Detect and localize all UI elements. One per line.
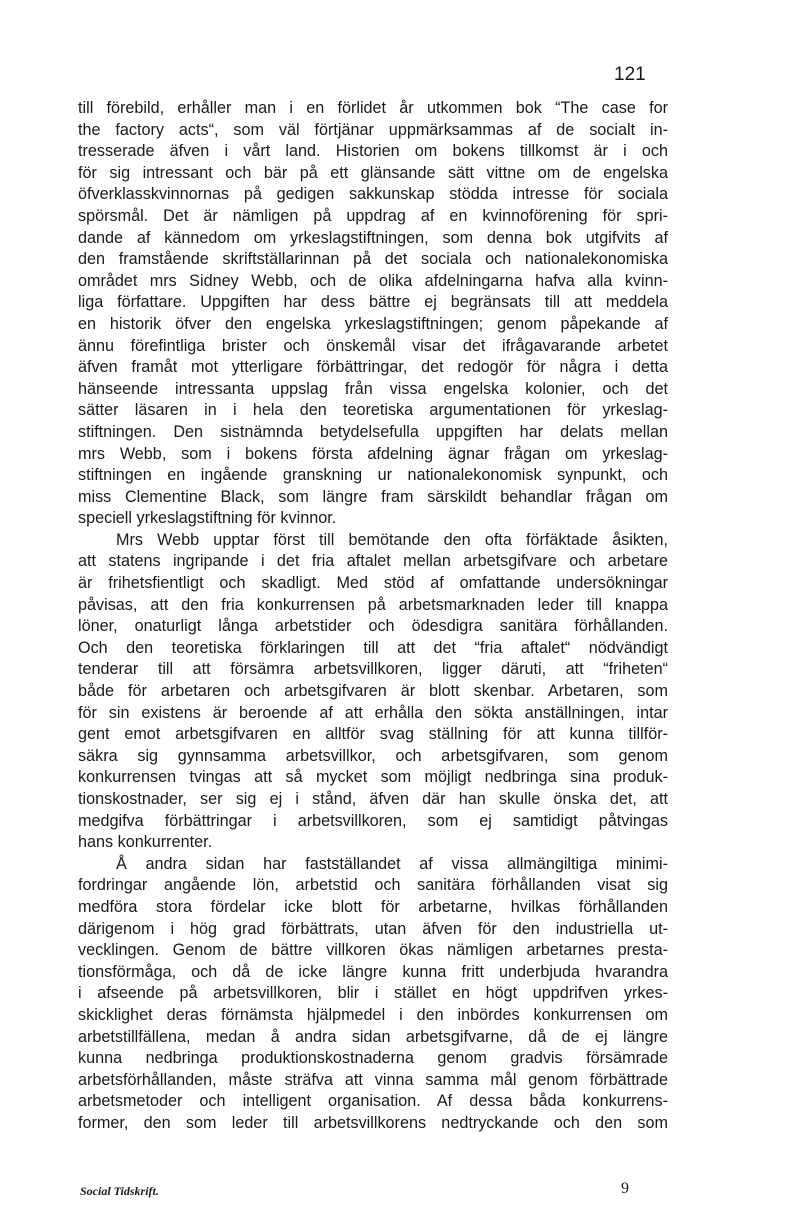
text-line: påvisas, att den fria konkurrensen på arbetsmarknaden leder till knappa [78, 595, 668, 614]
text-line: ännu förefintliga brister och önskemål visar det ifrågavarande arbetet [78, 336, 668, 355]
text-line: både för arbetaren och arbetsgifvaren är blott skenbar. Arbetaren, som [78, 682, 668, 701]
paragraph-start-line: Å andra sidan har fastställandet af vissa allmängiltiga minimi- [116, 854, 668, 873]
text-line: för sin existens är beroende af att erhålla den sökta anställningen, intar [78, 703, 668, 722]
text-line: mrs Webb, som i bokens första afdelning ägnar frågan om yrkeslag- [78, 444, 668, 463]
text-line: arbetsmetoder och intelligent organisation. Af dessa båda konkurrens- [78, 1092, 668, 1111]
text-line: konkurrensen tvingas att så mycket som möjligt nedbringa sina produk- [78, 768, 668, 787]
text-line: äfven framåt mot ytterligare förbättringar, det redogör för några i detta [78, 358, 668, 377]
text-line: tresserade äfven i vårt land. Historien om bokens tillkomst är i och [78, 142, 668, 161]
text-line: därigenom i hög grad förbättrats, utan äfven för den industriella ut- [78, 919, 668, 938]
text-line: medgifva förbättringar i arbetsvillkoren, som ej samtidigt påtvingas [78, 811, 668, 830]
text-line: gent emot arbetsgifvaren en alltför svag ställning för att kunna tillför- [78, 725, 668, 744]
text-line: tionsförmåga, och då de icke längre kunna fritt underbjuda hvarandra [78, 962, 668, 981]
text-line: former, den som leder till arbetsvillkorens nedtryckande och den som [78, 1113, 668, 1132]
text-line: dande af kännedom om yrkeslagstiftningen, som denna bok utgifvits af [78, 228, 668, 247]
text-line: skicklighet deras förnämsta hjälpmedel i den inbördes konkurrensen om [78, 1005, 668, 1024]
text-line: en historik öfver den engelska yrkeslagstiftningen; genom påpekande af [78, 314, 668, 333]
text-line: i afseende på arbetsvillkoren, blir i stället en högt uppdrifven yrkes- [78, 984, 668, 1003]
text-line: löner, onaturligt långa arbetstider och ödesdigra sanitära förhållanden. [78, 617, 668, 636]
text-line: arbetsförhållanden, måste sträfva att vinna samma mål genom förbättrade [78, 1070, 668, 1089]
text-line: Och den teoretiska förklaringen till att det “fria aftalet“ nödvändigt [78, 638, 668, 657]
text-line: tionskostnader, ser sig ej i stånd, äfven där han skulle önska det, att [78, 790, 668, 808]
body-text [78, 98, 668, 1135]
text-line: fordringar angående lön, arbetstid och sanitära förhållanden visat sig [78, 876, 668, 895]
text-line: tenderar till att försämra arbetsvillkoren, ligger däruti, att “friheten“ [78, 660, 668, 679]
text-line: öfverklasskvinnornas på gedigen sakkunskap stödda intresse för sociala [78, 185, 668, 204]
text-line: till förebild, erhåller man i en förlidet år utkommen bok “The case for [78, 99, 668, 117]
text-line: för sig intressant och bär på ett glänsande sätt vittne om de engelska [78, 163, 668, 182]
footer-journal-name: Social Tidskrift. [80, 1184, 159, 1198]
text-line: är frihetsfientligt och skadligt. Med stöd af omfattande undersökningar [78, 574, 668, 593]
text-line: stiftningen en ingående granskning ur nationalekonomisk synpunkt, och [78, 466, 668, 485]
text-line: vecklingen. Genom de bättre villkoren ökas nämligen arbetarnes presta- [78, 941, 668, 960]
text-line: området mrs Sidney Webb, och de olika afdelningarna hafva alla kvinn- [78, 271, 668, 290]
footer-signature-mark: 9 [621, 1180, 629, 1197]
text-line: the factory acts“, som väl förtjänar uppmärksammas af de socialt in- [78, 120, 668, 139]
paragraph-start-line: Mrs Webb upptar först till bemötande den ofta förfäktade åsikten, [116, 530, 668, 549]
text-line: hänseende intressanta uppslag från vissa engelska kolonier, och det [78, 379, 668, 398]
text-line: kunna nedbringa produktionskostnaderna genom gradvis försämrade [78, 1049, 668, 1068]
text-line: arbetstillfällena, medan å andra sidan arbetsgifvarne, då de ej längre [78, 1027, 668, 1046]
text-line: miss Clementine Black, som längre fram särskildt behandlar frågan om [78, 487, 668, 506]
text-line: den framstående skriftställarinnan på det sociala och nationalekonomiska [78, 250, 668, 269]
text-line: medföra stora fördelar icke blott för arbetarne, hvilkas förhållanden [78, 897, 668, 916]
text-line: att statens ingripande i det fria aftalet mellan arbetsgifvare och arbetare [78, 552, 668, 571]
text-line: sätter läsaren in i hela den teoretiska argumentationen för yrkeslag- [78, 401, 668, 420]
paragraph-end-line: speciell yrkeslagstiftning för kvinnor. [78, 509, 337, 528]
text-line: säkra sig gynnsamma arbetsvillkor, och arbetsgifvaren, som genom [78, 746, 668, 765]
paragraph-end-line: hans konkurrenter. [78, 833, 213, 852]
text-line: liga författare. Uppgiften har dess bättre ej begränsats till att meddela [78, 293, 668, 312]
page-number: 121 [614, 64, 646, 85]
text-line: spörsmål. Det är nämligen på uppdrag af en kvinnoförening för spri- [78, 206, 668, 225]
text-line: stiftningen. Den sistnämnda betydelsefulla uppgiften har delats mellan [78, 422, 668, 441]
